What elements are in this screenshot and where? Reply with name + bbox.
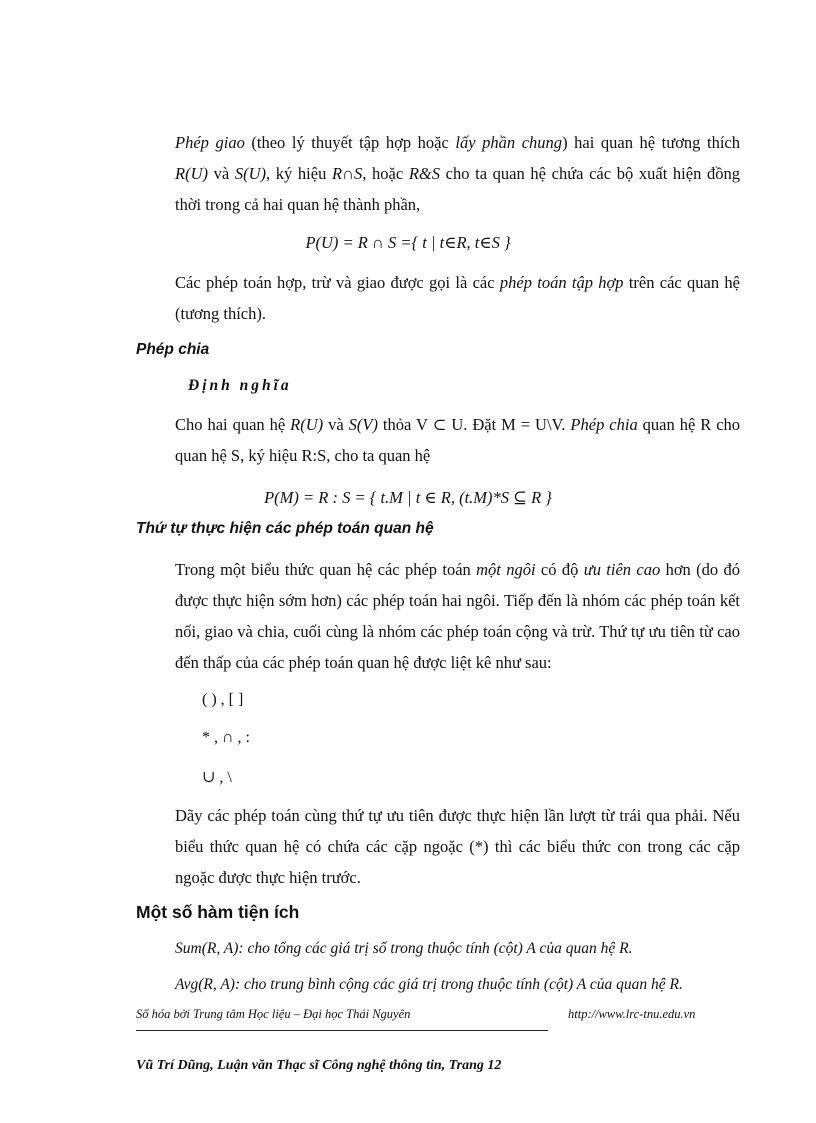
text-span: (theo lý thuyết tập hợp hoặc [244, 133, 456, 152]
text-span: hơn (do đó được thực hiện sớm hơn) các phép toán hai ngôi. Tiếp đến là nhóm các phép toán kết nối, giao và chia, cuối cùng là nhóm các phép toán cộng và trừ. Thứ tự ưu tiên từ cao đến thấp của các phép toán quan hệ được liệt kê như sau: [175, 560, 740, 672]
italic-span: ưu tiên cao [583, 560, 661, 579]
relation-ru: R(U) [290, 415, 324, 434]
avg-description: Avg(R, A): cho trung bình cộng các giá trị trong thuộc tính (cột) A của quan hệ R. [175, 976, 683, 993]
text-span: , hoặc [362, 164, 409, 183]
intersection-formula [0, 233, 816, 253]
text-span: cho ta quan hệ chứa các bộ xuất hiện đồng thời trong cả hai quan hệ thành phần, [175, 164, 740, 214]
division-heading: Phép chia [136, 341, 210, 358]
footer-divider [136, 1030, 548, 1031]
footer-source: Số hóa bởi Trung tâm Học liệu – Đại học Thái Nguyên [136, 1007, 411, 1021]
text-span: ) hai quan hệ tương thích [562, 133, 741, 152]
text-span: có độ [535, 560, 584, 579]
text-span: và [207, 164, 235, 183]
text-span: Các phép toán hợp, trừ và giao được gọi là các [175, 273, 500, 292]
division-formula [0, 488, 816, 508]
notation-amp: R&S [408, 164, 440, 183]
utilities-heading: Một số hàm tiện ích [136, 902, 300, 922]
footer-url-link[interactable]: http://www.lrc-tnu.edu.vn [568, 1007, 696, 1021]
text-span: trên các quan hệ (tương thích). [175, 273, 740, 323]
definition-label: Định nghĩa [188, 377, 292, 394]
set-ops-paragraph [175, 267, 740, 329]
precedence-heading: Thứ tự thực hiện các phép toán quan hệ [136, 520, 434, 537]
sum-description: Sum(R, A): cho tổng các giá trị số trong thuộc tính (cột) A của quan hệ R. [175, 940, 633, 957]
formula-text: P(U) = R ∩ S ={ t | t∈R, t∈S } [305, 233, 511, 252]
text-span: quan hệ R cho quan hệ S, ký hiệu R:S, cho ta quan hệ [175, 415, 741, 465]
relation-ru: R(U) [175, 164, 208, 183]
precedence-level-3: ∪ , \ [202, 769, 232, 786]
division-term: Phép chia [570, 415, 638, 434]
relation-sv: S(V) [348, 415, 378, 434]
text-span: Cho hai quan hệ [175, 415, 291, 434]
footer-thesis-line: Vũ Trí Dũng, Luận văn Thạc sĩ Công nghệ thông tin, Trang 12 [136, 1058, 502, 1073]
precedence-level-2: * , ∩ , : [202, 729, 250, 746]
precedence-level-1: ( ) , [ ] [202, 691, 244, 708]
intersection-paragraph [175, 127, 740, 220]
intersection-term: Phép giao [175, 133, 245, 152]
italic-span: một ngôi [476, 560, 536, 579]
italic-span: lấy phần chung [455, 133, 563, 152]
precedence-note-paragraph: Dãy các phép toán cùng thứ tự ưu tiên được thực hiện lần lượt từ trái qua phải. Nếu biểu thức quan hệ có chứa các cặp ngoặc (*) thì các biểu thức con trong các cặp ngoặc được thực hiện trước. [175, 806, 740, 887]
notation-cap: R∩S [332, 164, 363, 183]
text-span: , ký hiệu [266, 164, 332, 183]
division-paragraph [175, 409, 740, 471]
italic-span: phép toán tập hợp [499, 273, 624, 292]
text-span: thỏa V ⊂ U. Đặt M = U\V. [377, 415, 571, 434]
precedence-paragraph [175, 554, 740, 678]
relation-su: S(U) [234, 164, 267, 183]
formula-text: P(M) = R : S = { t.M | t ∈ R, (t.M)*S ⊆ R } [264, 488, 552, 507]
text-span: và [323, 415, 349, 434]
text-span: Trong một biểu thức quan hệ các phép toán [175, 560, 477, 579]
